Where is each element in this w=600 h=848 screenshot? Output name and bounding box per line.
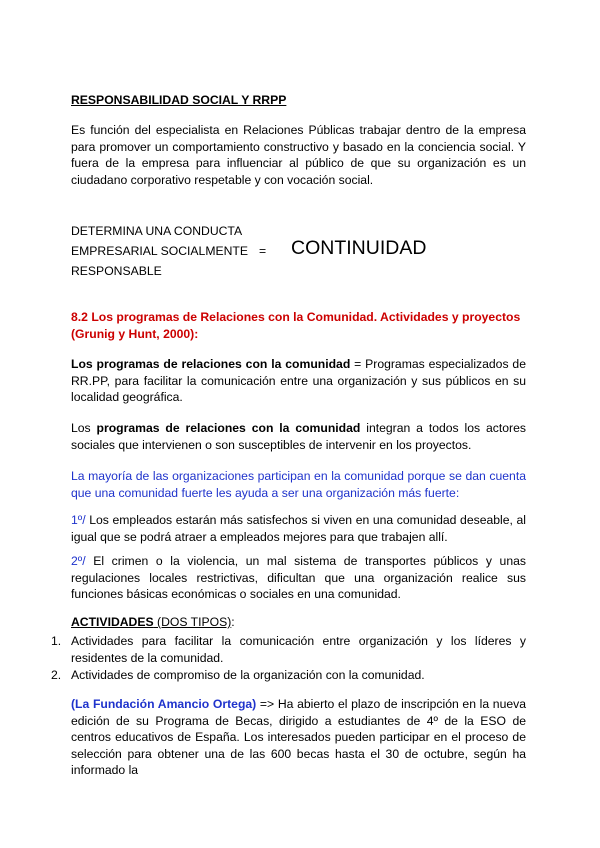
foundation-paragraph <box>71 696 526 777</box>
definition-1-text: = Programas especializados de RR.PP, para facilitar la comunicación entre una organización y sus públicos en su localidad geográfica. <box>71 357 526 404</box>
foundation-name: (La Fundación Amancio Ortega) <box>71 697 257 711</box>
point-1-number: 1º/ <box>71 513 86 527</box>
definition-2-bold: programas de relaciones con la comunidad <box>96 421 361 435</box>
activities-colon: : <box>231 615 235 629</box>
list-item-number: 2. <box>51 668 62 682</box>
conduct-line-1: DETERMINA UNA CONDUCTA <box>71 224 243 238</box>
list-item-text: Actividades para facilitar la comunicación entre organización y los líderes y residentes de la comunidad. <box>71 634 526 665</box>
conduct-line-2: EMPRESARIAL SOCIALMENTE <box>71 244 248 258</box>
point-2-text: El crimen o la violencia, un mal sistema de transportes públicos y unas regulaciones locales restrictivas, dificultan que una organización realice sus funciones básicas económicas o sociales en una comunidad. <box>71 554 526 601</box>
point-2-number: 2º/ <box>71 554 86 568</box>
foundation-text: Ha abierto el plazo de inscripción en la nueva edición de su Programa de Becas, dirigido a estudiantes de 4º de la ESO de centros educativos de España. Los interesados pueden participar en el proceso de selección para obtener una de las 600 becas hasta el 30 de octubre, según ha informado la <box>71 697 526 777</box>
activities-types: (DOS TIPOS) <box>153 615 232 629</box>
list-item <box>51 667 526 684</box>
definition-2-text: integran a todos los actores sociales que intervienen o son susceptibles de intervenir en los proyectos. <box>71 421 526 452</box>
list-item <box>51 633 526 666</box>
definition-1-bold: Los programas de relaciones con la comunidad <box>71 357 351 371</box>
point-2-paragraph <box>71 553 526 603</box>
activities-list <box>51 633 526 684</box>
point-1-paragraph <box>71 512 526 545</box>
definition-paragraph-1 <box>71 356 526 406</box>
conduct-line-3: RESPONSABLE <box>71 264 162 278</box>
activities-bold: ACTIVIDADES <box>71 615 154 629</box>
conduct-block <box>71 221 281 281</box>
majority-paragraph: La mayoría de las organizaciones participan en la comunidad porque se dan cuenta que una comunidad fuerte les ayuda a ser una organización más fuerte: <box>71 469 526 500</box>
activities-heading <box>71 614 235 631</box>
list-item-text: Actividades de compromiso de la organización con la comunidad. <box>71 668 425 682</box>
foundation-arrow: => <box>256 697 278 711</box>
intro-paragraph: Es función del especialista en Relaciones Públicas trabajar dentro de la empresa para promover un comportamiento constructivo y basado en la conciencia social. Y fuera de la empresa para influenciar al público de que su organización es un ciudadano corporativo respetable y con vocación social. <box>71 123 526 187</box>
section-heading: 8.2 Los programas de Relaciones con la Comunidad. Actividades y proyectos (Grunig y Hunt, 2000): <box>71 310 521 341</box>
continuity-label: CONTINUIDAD <box>291 237 427 259</box>
document-title: RESPONSABILIDAD SOCIAL Y RRPP <box>71 93 287 107</box>
definition-2-pre: Los <box>71 421 97 435</box>
definition-paragraph-2 <box>71 420 526 453</box>
equals-sign: = <box>259 244 267 258</box>
list-item-number: 1. <box>51 634 62 648</box>
point-1-text: Los empleados estarán más satisfechos si viven en una comunidad deseable, al igual que se podrá atraer a empleados mejores para que trabajen allí. <box>71 513 526 544</box>
